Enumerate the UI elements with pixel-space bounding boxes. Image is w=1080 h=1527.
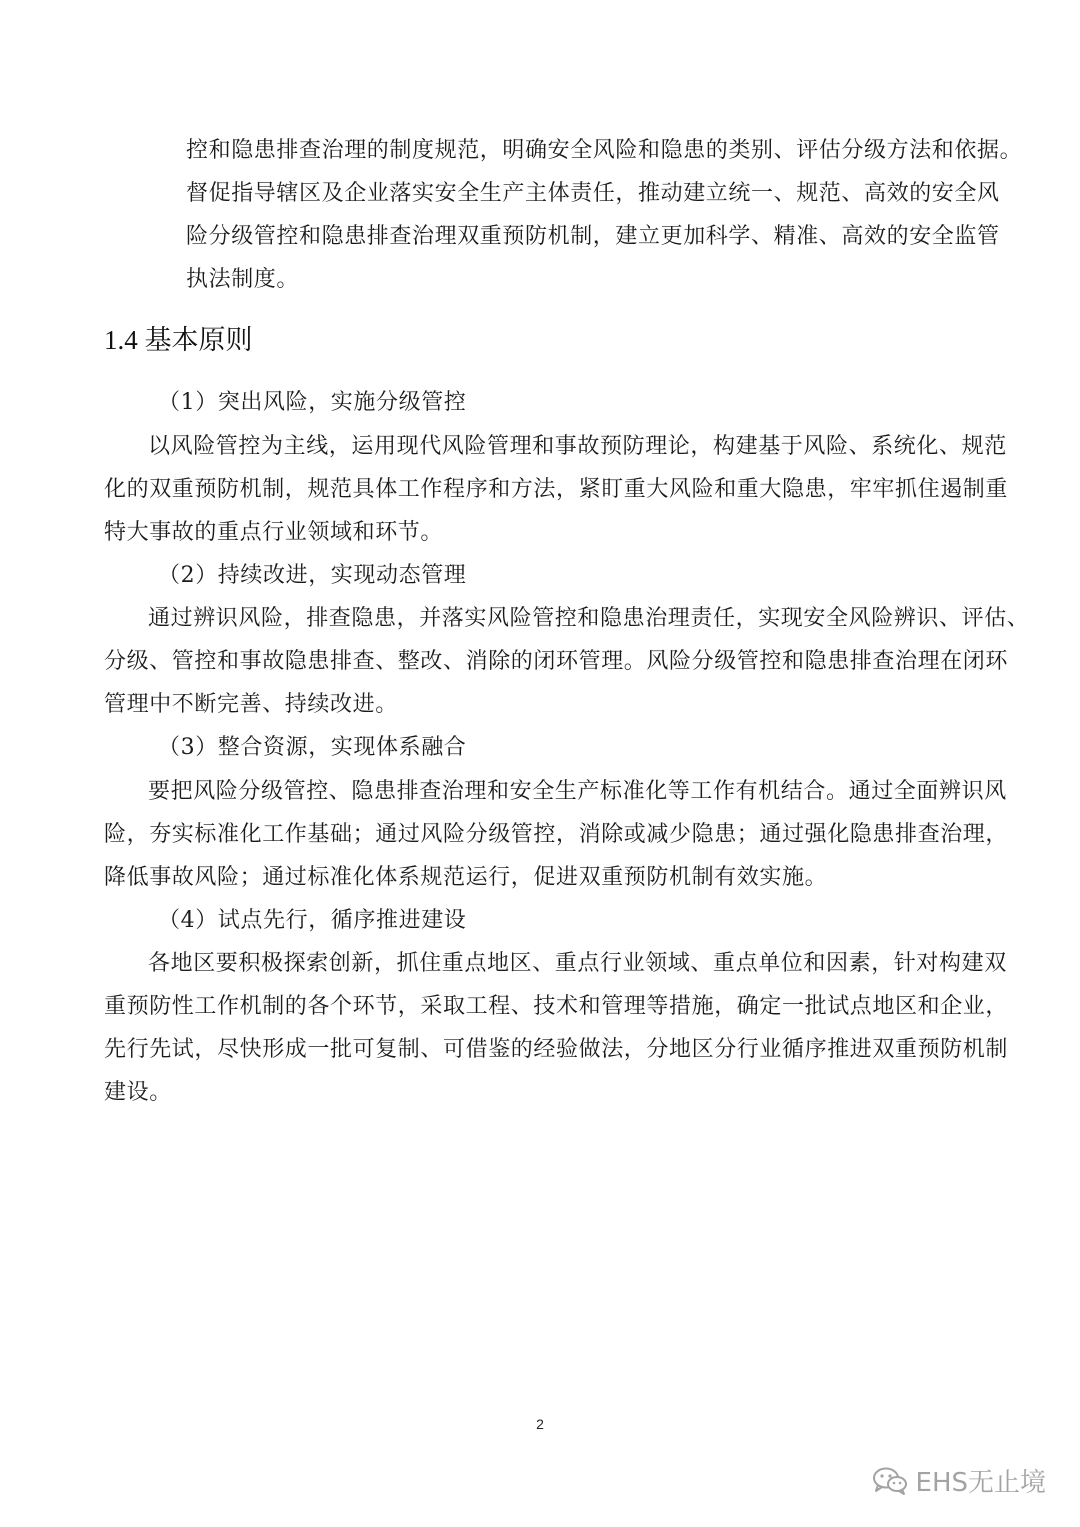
intro-line: 控和隐患排查治理的制度规范，明确安全风险和隐患的类别、评估分级方法和依据。 xyxy=(186,138,1023,163)
principle-title: （1）突出风险，实施分级管控 xyxy=(158,390,467,415)
principle-text-line: 管理中不断完善、持续改进。 xyxy=(104,692,398,717)
intro-line: 险分级管控和隐患排查治理双重预防机制，建立更加科学、精准、高效的安全监管 xyxy=(186,224,1000,249)
principle-text-line: 分级、管控和事故隐患排查、整改、消除的闭环管理。风险分级管控和隐患排查治理在闭环 xyxy=(104,649,1009,674)
intro-line: 执法制度。 xyxy=(186,267,300,292)
principle-text-line: 险，夯实标准化工作基础；通过风险分级管控，消除或减少隐患；通过强化隐患排查治理， xyxy=(104,822,1009,847)
principle-title: （4）试点先行，循序推进建设 xyxy=(158,908,467,933)
principle-text-line: 重预防性工作机制的各个环节，采取工程、技术和管理等措施，确定一批试点地区和企业， xyxy=(104,994,1009,1019)
principle-text-line: 先行先试，尽快形成一批可复制、可借鉴的经验做法，分地区分行业循序推进双重预防机制 xyxy=(104,1037,1009,1062)
principle-title: （3）整合资源，实现体系融合 xyxy=(158,735,467,760)
principle-text-line: 通过辨识风险，排查隐患，并落实风险管控和隐患治理责任，实现安全风险辨识、评估、 xyxy=(148,606,1030,631)
watermark-text: EHS无止境 xyxy=(915,1468,1046,1498)
principle-text-line: 特大事故的重点行业领域和环节。 xyxy=(104,520,444,545)
page-number: 2 xyxy=(536,1416,544,1432)
intro-line: 督促指导辖区及企业落实安全生产主体责任，推动建立统一、规范、高效的安全风 xyxy=(186,181,1000,206)
principle-text-line: 建设。 xyxy=(104,1080,172,1105)
wechat-icon xyxy=(872,1466,908,1496)
watermark xyxy=(872,1462,1046,1499)
principle-text-line: 各地区要积极探索创新，抓住重点地区、重点行业领域、重点单位和因素，针对构建双 xyxy=(148,951,1007,976)
principle-text-line: 要把风险分级管控、隐患排查治理和安全生产标准化等工作有机结合。通过全面辨识风 xyxy=(148,779,1007,804)
principle-text-line: 降低事故风险；通过标准化体系规范运行，促进双重预防机制有效实施。 xyxy=(104,865,828,890)
principle-text-line: 以风险管控为主线，运用现代风险管理和事故预防理论，构建基于风险、系统化、规范 xyxy=(148,434,1007,459)
principle-title: （2）持续改进，实现动态管理 xyxy=(158,563,467,588)
principle-text-line: 化的双重预防机制，规范具体工作程序和方法，紧盯重大风险和重大隐患，牢牢抓住遏制重 xyxy=(104,477,1009,502)
section-heading: 1.4 基本原则 xyxy=(104,325,253,355)
